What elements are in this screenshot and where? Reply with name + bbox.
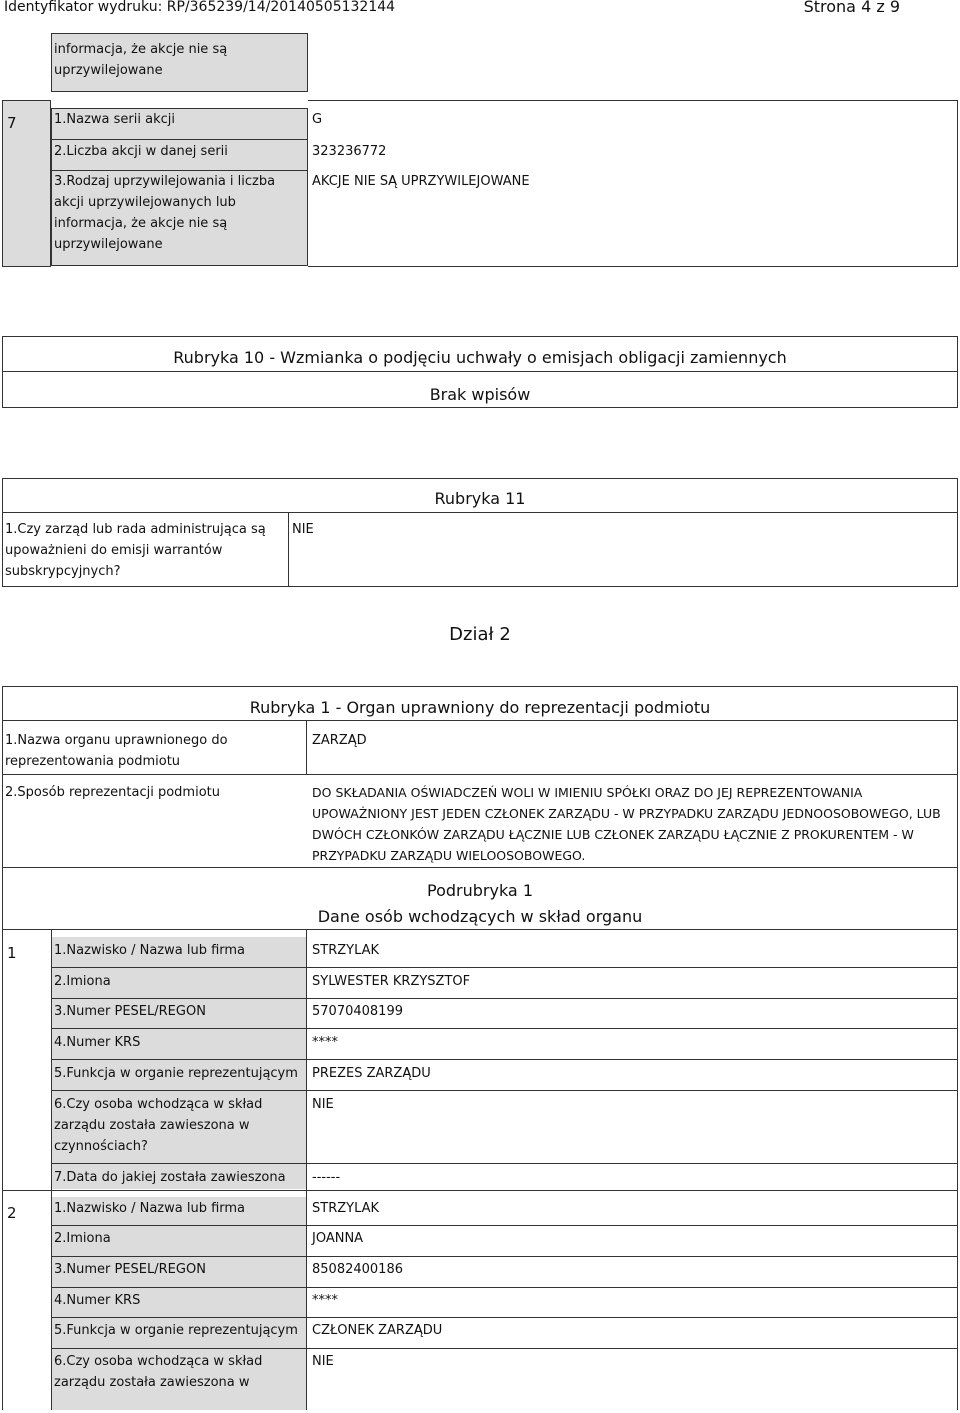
organ-name-value: ZARZĄD — [312, 733, 367, 748]
rubryka-10-content: Brak wpisów — [429, 385, 531, 404]
pesel-label: 3.Numer PESEL/REGON — [54, 1262, 206, 1277]
pesel-label: 3.Numer PESEL/REGON — [54, 1004, 206, 1019]
first-names-value: JOANNA — [312, 1231, 364, 1246]
suspended-label: 6.Czy osoba wchodząca w skład zarządu została zawieszona w czynnościach? — [54, 1097, 263, 1154]
warrants-value: NIE — [292, 522, 314, 537]
warrants-label: 1.Czy zarząd lub rada administrująca są upoważnieni do emisji warrantów subskrypcyjnych? — [5, 522, 266, 579]
surname-label: 1.Nazwisko / Nazwa lub firma — [54, 1201, 246, 1216]
rubryka-10-title: Rubryka 10 - Wzmianka o podjęciu uchwały o emisjach obligacji zamiennych — [173, 348, 787, 367]
first-names-value: SYLWESTER KRZYSZTOF — [312, 974, 471, 989]
surname-label: 1.Nazwisko / Nazwa lub firma — [54, 943, 246, 958]
suspended-label: 6.Czy osoba wchodząca w skład zarządu została zawieszona w — [54, 1354, 263, 1390]
krs-value: **** — [312, 1293, 338, 1308]
representation-value: DO SKŁADANIA OŚWIADCZEŃ WOLI W IMIENIU SPÓŁKI ORAZ DO JEJ REPREZENTOWANIA UPOWAŻNIONY JEST JEDEN CZŁONEK ZARZĄDU - W PRZYPADKU ZARZĄDU JEDNOOSOBOWEGO, LUB DWÓCH CZŁONKÓW ZARZĄDU ŁĄCZNIE LUB CZŁONEK ZARZĄDU ŁĄCZNIE Z PROKURENTEM - W PRZYPADKU ZARZĄDU WIELOOSOBOWEGO. — [312, 785, 941, 863]
function-label: 5.Funkcja w organie reprezentującym — [54, 1323, 298, 1338]
person-number: 1 — [7, 944, 17, 962]
suspended-until-value: ------ — [312, 1170, 341, 1185]
krs-label: 4.Numer KRS — [54, 1035, 141, 1050]
podrubryka-1-title: Podrubryka 1 — [427, 881, 533, 900]
page-number: Strona 4 z 9 — [803, 0, 900, 16]
surname-value: STRZYLAK — [312, 943, 380, 958]
privilege-label: 3.Rodzaj uprzywilejowania i liczba akcji uprzywilejowanych lub informacja, że akcje nie są uprzywilejowane — [54, 174, 276, 252]
privilege-value: AKCJE NIE SĄ UPRZYWILEJOWANE — [312, 174, 530, 189]
section-title: Dział 2 — [449, 624, 511, 645]
suspended-value: NIE — [312, 1354, 334, 1369]
top-fragment-label: informacja, że akcje nie są uprzywilejowane — [54, 42, 228, 78]
share-count-value: 323236772 — [312, 144, 387, 159]
series-name-value: G — [312, 112, 323, 127]
series-number: 7 — [7, 114, 17, 132]
surname-value: STRZYLAK — [312, 1201, 380, 1216]
rubryka-11-title: Rubryka 11 — [434, 489, 526, 508]
function-value: PREZES ZARZĄDU — [312, 1066, 431, 1081]
suspended-value: NIE — [312, 1097, 334, 1112]
person-number: 2 — [7, 1204, 17, 1222]
podrubryka-1-subtitle: Dane osób wchodzących w skład organu — [317, 907, 643, 926]
representation-label: 2.Sposób reprezentacji podmiotu — [5, 785, 220, 800]
print-identifier: Identyfikator wydruku: RP/365239/14/20140505132144 — [4, 0, 396, 15]
pesel-value: 85082400186 — [312, 1262, 403, 1277]
organ-name-label: 1.Nazwa organu uprawnionego do reprezentowania podmiotu — [5, 733, 228, 769]
krs-value: **** — [312, 1035, 338, 1050]
suspended-until-label: 7.Data do jakiej została zawieszona — [54, 1170, 286, 1185]
pesel-value: 57070408199 — [312, 1004, 403, 1019]
function-value: CZŁONEK ZARZĄDU — [312, 1323, 443, 1338]
krs-label: 4.Numer KRS — [54, 1293, 141, 1308]
function-label: 5.Funkcja w organie reprezentującym — [54, 1066, 298, 1081]
series-name-label: 1.Nazwa serii akcji — [54, 112, 175, 127]
first-names-label: 2.Imiona — [54, 1231, 111, 1246]
rubryka-1-title: Rubryka 1 - Organ uprawniony do reprezentacji podmiotu — [249, 698, 711, 717]
first-names-label: 2.Imiona — [54, 974, 111, 989]
share-count-label: 2.Liczba akcji w danej serii — [54, 144, 228, 159]
